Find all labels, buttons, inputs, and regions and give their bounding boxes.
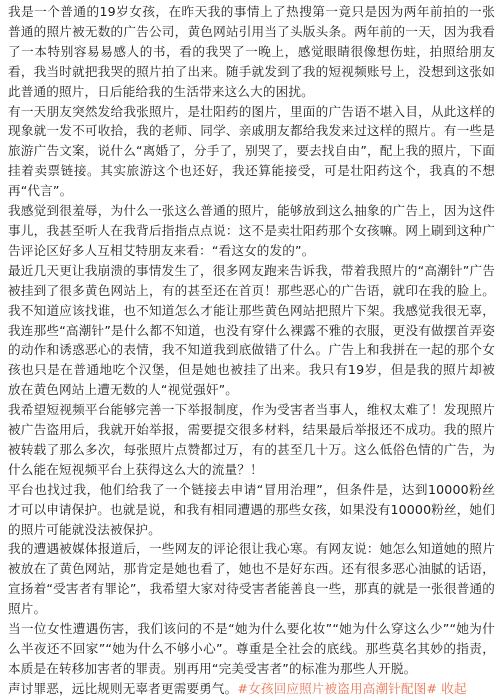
paragraph-2: 有一天朋友突然发给我张照片，是壮阳药的图片，里面的广告语不堪入目，从此这样的现象就一发不可收拾，我的老师、同学、亲戚朋友都给我发来过这样的照片。有一些是旅游广告文案，说什么“离婚了，分手了，别哭了，要去找自由”，配上我的照片，下面挂着卖票链接。其实旅游这个也还好，我还算能接受，可是壮阳药这个，我真的不想再“代言”。	[8, 103, 495, 199]
hashtag-link[interactable]: #女孩回应照片被盗用高潮针配图#	[237, 680, 438, 696]
paragraph-1: 我是一个普通的19岁女孩，在昨天我的事情上了热搜第一竟只是因为两年前拍的一张普通的照片被无数的广告公司，黄色网站引用当了头版头条。两年前的一天，因为我看了一本特别容易易感人的书，看的我哭了一晚上，感觉眼睛很像想伤蛀，拍照给朋友看，我当时就把我哭的照片拍了出来。随手就发到了我的短视频账号上，没想到这张如此普通的照片，日后能给我的生活带来这么大的困扰。	[8, 4, 495, 99]
paragraph-3: 我感觉到很羞辱，为什么一张这么普通的照片，能够放到这么抽象的广告上，因为这件事儿，我甚至听人在我背后指指点点说：这不是卖壮阳药那个女孩嘛。网上刷到这种广告评论区好多人互相艾特朋友来看：“看这女的发的”。	[8, 203, 495, 258]
paragraph-8: 当一位女性遭遇伤害，我们该问的不是“她为什么要化妆”“她为什么穿这么少”“她为什么半夜还不回家”“她为什么不够小心”。尊重是全社会的底线。那些莫名其妙的指责，本质是在转移加害者的罪责。别再用“完美受害者”的标准为那些人开脱。	[8, 621, 495, 676]
paragraph-5: 我希望短视频平台能够完善一下举报制度，作为受害者当事人，维权太难了！发现照片被广告盗用后，我就开始举报，需要提交很多材料，结果最后举报还不成功。我的照片被转载了那么多次，每张照片点赞都过万，有的甚至几十万。这么低俗色情的广告，为什么能在短视频平台上获得这么大的流量？！	[8, 402, 495, 477]
closing-line	[8, 679, 495, 699]
paragraph-7: 我的遭遇被媒体报道后，一些网友的评论很让我心寒。有网友说：她怎么知道她的照片被放在了黄色网站，那肯定是她也看了，她也不是好东西。还有很多恶心油腻的话语，宣扬着“受害者有罪论”，我希望大家对待受害者能善良一些，那真的就是一张很普通的照片。	[8, 541, 495, 617]
paragraph-6: 平台也找过我，他们给我了一个链接去申请“冒用治理”，但条件是，达到10000粉丝才可以申请保护。也就是说，和我有相同遭遇的那些女孩，如果没有10000粉丝，她们的照片可能就没法被保护。	[8, 481, 495, 537]
collapse-link[interactable]: 收起	[441, 680, 467, 696]
paragraph-4: 最近几天更让我崩溃的事情发生了，很多网友跑来告诉我，带着我照片的“高潮针”广告被挂到了很多黄色网站上，有的甚至还在首页！那些恶心的广告语，就印在我的脸上。我不知道应该找谁，也不知道怎么才能让那些黄色网站把照片下架。我感觉我很无辜，我连那些“高潮针”是什么都不知道，也没有穿什么裸露不雅的衣服，更没有做摆首弄姿的动作和诱惑恶心的表情，我不知道我到底做错了什么。广告上和我拼在一起的那个女孩也只是在普通地吃个汉堡，但是她也被挂了出来。我只有19岁，但是我的照片却被放在黄色网站上遭无数的人“视觉强奸”。	[8, 262, 495, 398]
closing-text: 声讨罪恶，远比规则无辜者更需要勇气。	[8, 680, 238, 696]
